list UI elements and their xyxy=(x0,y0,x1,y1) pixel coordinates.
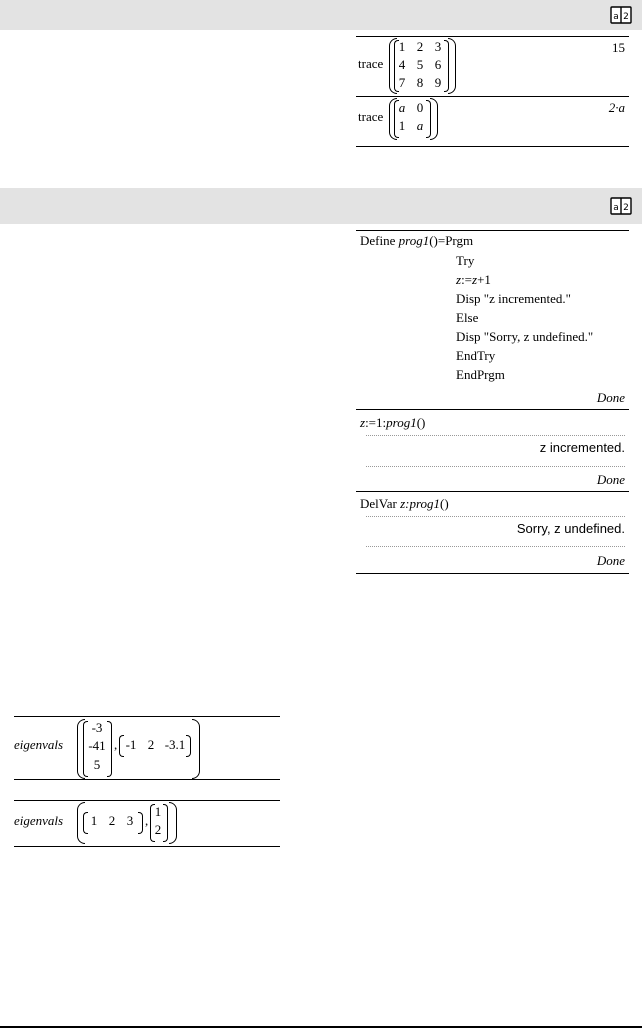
vector-cell: 1 xyxy=(154,804,162,819)
matrix-cell: a xyxy=(398,100,406,115)
vector-cell: -41 xyxy=(88,738,106,753)
vector-cell: -3.1 xyxy=(164,737,186,752)
matrix-cell: 6 xyxy=(434,57,442,72)
define-result: Done xyxy=(596,390,625,405)
program-line: EndPrgm xyxy=(456,367,505,382)
run1-input: z:=1:prog1() xyxy=(360,415,426,430)
matrix-cell: 0 xyxy=(416,100,424,115)
svg-text:a: a xyxy=(613,12,619,22)
program-line: z:=z+1 xyxy=(456,272,491,287)
catalog-book-icon xyxy=(610,197,632,215)
program-line: Else xyxy=(456,310,479,325)
vector-cell: 2 xyxy=(154,822,162,837)
svg-text:2: 2 xyxy=(623,203,629,213)
vector-cell: 2 xyxy=(108,813,116,828)
matrix-cell: a xyxy=(416,118,424,133)
trace-result-1: 15 xyxy=(612,40,625,55)
run2-result: Done xyxy=(596,553,625,568)
trace-func-1: trace xyxy=(358,56,384,71)
eigenvals-example-panel: eigenvals -3 -41 5 , -1 2 -3.1 eigenvals 1 2 3 , 1 2 xyxy=(14,716,280,856)
vector-cell: 3 xyxy=(126,813,134,828)
matrix-cell: 1 xyxy=(398,39,406,54)
matrix-cell: 8 xyxy=(416,75,424,90)
try-example-panel xyxy=(356,230,629,575)
vector-cell: 5 xyxy=(93,757,101,772)
page-bottom-rule xyxy=(0,1026,642,1028)
define-line: Define prog1()=Prgm xyxy=(360,233,474,248)
catalog-book-icon xyxy=(610,6,632,24)
run2-input: DelVar z:prog1() xyxy=(360,496,449,511)
run2-output: Sorry, z undefined. xyxy=(516,521,625,536)
matrix-cell: 5 xyxy=(416,57,424,72)
run1-output: z incremented. xyxy=(539,440,625,455)
program-line: Disp "z incremented." xyxy=(456,291,571,306)
run1-result: Done xyxy=(596,472,625,487)
matrix-cell: 9 xyxy=(434,75,442,90)
svg-text:a: a xyxy=(613,203,619,213)
vector-cell: -1 xyxy=(125,737,137,752)
matrix-cell: 7 xyxy=(398,75,406,90)
eigenvals-func-2: eigenvals xyxy=(14,813,64,828)
trace-func-2: trace xyxy=(358,109,384,124)
program-line: EndTry xyxy=(456,348,496,363)
matrix-cell: 3 xyxy=(434,39,442,54)
matrix-cell: 1 xyxy=(398,118,406,133)
vector-cell: 1 xyxy=(90,813,98,828)
matrix-cell: 4 xyxy=(398,57,406,72)
vector-cell: 2 xyxy=(147,737,155,752)
section-header-try xyxy=(0,188,642,224)
section-header-trace xyxy=(0,0,642,30)
svg-text:2: 2 xyxy=(623,12,629,22)
trace-result-2: 2·a xyxy=(608,100,625,115)
program-line: Try xyxy=(456,253,475,268)
vector-cell: -3 xyxy=(91,720,103,735)
trace-example-panel xyxy=(356,36,629,148)
eigenvals-func-1: eigenvals xyxy=(14,737,64,752)
program-line: Disp "Sorry, z undefined." xyxy=(456,329,594,344)
matrix-cell: 2 xyxy=(416,39,424,54)
